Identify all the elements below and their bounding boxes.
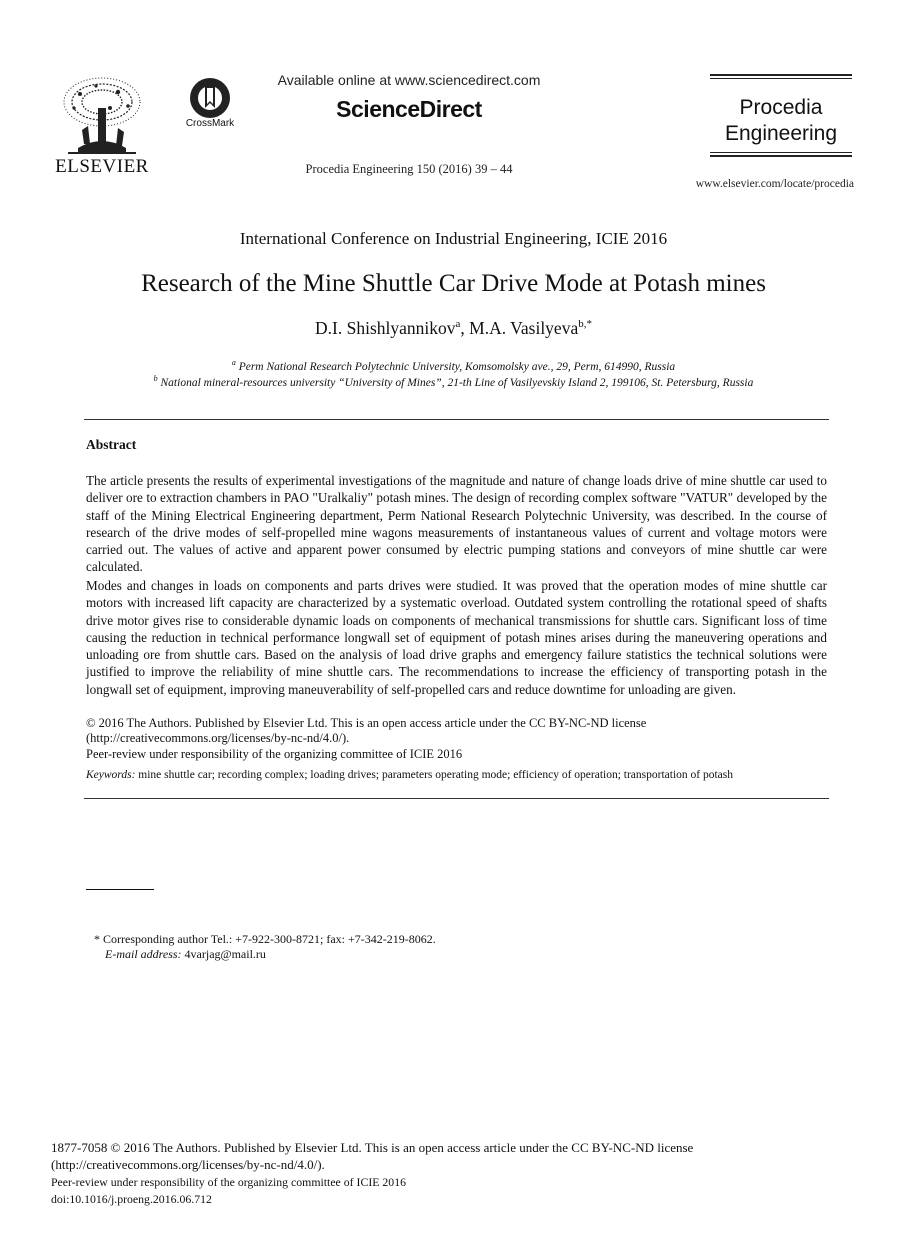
journal-name-line1: Procedia <box>739 96 823 119</box>
doi-link[interactable]: doi:10.1016/j.proeng.2016.06.712 <box>51 1192 212 1206</box>
email-label: E-mail address: <box>105 947 182 961</box>
affiliation <box>0 358 907 373</box>
journal-name <box>710 79 852 152</box>
crossmark-label: CrossMark <box>185 118 235 129</box>
email-line <box>105 947 266 962</box>
abstract-heading: Abstract <box>86 437 137 452</box>
author-mark: a <box>455 318 461 331</box>
journal-name-line2: Engineering <box>724 122 838 145</box>
section-divider <box>84 419 829 420</box>
footnote-rule <box>86 889 154 890</box>
footer-issn-line: 1877-7058 © 2016 The Authors. Published by Elsevier Ltd. This is an open access article under the CC BY-NC-ND license <box>51 1140 694 1155</box>
copyright-notice: © 2016 The Authors. Published by Elsevier Ltd. This is an open access article under the CC BY-NC-ND license <box>86 716 647 730</box>
corresponding-author: * Corresponding author Tel.: +7-922-300-8721; fax: +7-342-219-8062. <box>94 932 436 946</box>
email-link[interactable]: 4varjag@mail.ru <box>181 947 266 961</box>
crossmark-icon <box>188 76 232 120</box>
author-separator: , <box>460 318 470 338</box>
keywords-line <box>86 768 733 783</box>
affiliation-mark: a <box>231 358 236 367</box>
crossmark-badge[interactable] <box>180 76 240 134</box>
masthead-rule <box>710 155 852 157</box>
license-link[interactable]: (http://creativecommons.org/licenses/by-nc-nd/4.0/). <box>86 731 350 745</box>
elsevier-tree-icon <box>58 74 146 154</box>
footer-license-link[interactable]: (http://creativecommons.org/licenses/by-nc-nd/4.0/). <box>51 1157 325 1172</box>
section-divider <box>84 798 829 799</box>
journal-citation: Procedia Engineering 150 (2016) 39 – 44 <box>305 162 513 176</box>
keywords-text: mine shuttle car; recording complex; loading drives; parameters operating mode; efficiency of operation; transportation of potash <box>135 769 734 781</box>
journal-url-link[interactable]: www.elsevier.com/locate/procedia <box>695 178 854 190</box>
affiliation-text: National mineral-resources university “University of Mines”, 21-th Line of Vasilyevskiy Island 2, 199106, St. Petersburg, Russia <box>160 376 754 389</box>
masthead-rule <box>710 74 852 76</box>
author-list <box>0 318 907 339</box>
paper-title: Research of the Mine Shuttle Car Drive Mode at Potash mines <box>141 270 766 297</box>
affiliation-mark: b <box>153 374 158 383</box>
conference-name: International Conference on Industrial Engineering, ICIE 2016 <box>239 229 668 248</box>
available-online: Available online at www.sciencedirect.com <box>277 72 541 88</box>
sciencedirect-logo[interactable]: ScienceDirect <box>336 96 482 122</box>
abstract-paragraph: The article presents the results of experimental investigations of the magnitude and nature of change loads drive of mine shuttle car used to deliver ore to extraction chambers in PAO "Uralkaliy" potash mines. The design of recording complex software "VATUR" developed by the staff of the Mining Electrical Engineering department, Perm National Research Polytechnic University, was described. In the course of research of the drive modes of self-propelled mine wagons measurements of instantaneous values of current and voltage motors were carried out. The values of active and apparent power consumed by electric pumping stations and conveyors of mine shuttle car were calculated. <box>86 473 827 575</box>
author-name: D.I. Shishlyannikov <box>315 318 456 338</box>
affiliation-text: Perm National Research Polytechnic University, Komsomolsky ave., 29, Perm, 614990, Russia <box>238 360 676 373</box>
footer-peer-review: Peer-review under responsibility of the organizing committee of ICIE 2016 <box>51 1175 406 1189</box>
affiliation <box>0 374 907 389</box>
author-mark: b,* <box>578 318 592 331</box>
elsevier-logo[interactable] <box>52 74 152 178</box>
keywords-label: Keywords: <box>86 769 136 781</box>
author-name: M.A. Vasilyeva <box>469 318 579 338</box>
abstract-paragraph: Modes and changes in loads on components and parts drives were studied. It was proved that the operation modes of mine shuttle car motors with increased lift capacity are characterized by a systematic overload. Outdated system controlling the rotational speed of shafts drive motor gives rise to considerable dynamic loads on components of mechanical transmissions for shuttle cars. Significant loss of time causing the reduction in technical performance longwall set of equipment of potash mines arises during the maneuvering operations and unloading ore from shuttle cars. Based on the analysis of load drive graphs and emergency failure statistics the technical solutions were justified to improve the reliability of mine shuttle cars. The recommendations to increase the efficiency of transporting potash in the longwall set of equipment, improving maneuverability of self-propelled cars and reduce downtime for unloading are given. <box>86 578 827 697</box>
journal-masthead <box>710 74 852 157</box>
peer-review-note: Peer-review under responsibility of the organizing committee of ICIE 2016 <box>86 747 463 761</box>
publisher-name: ELSEVIER <box>55 156 149 177</box>
masthead-rule <box>710 152 852 153</box>
